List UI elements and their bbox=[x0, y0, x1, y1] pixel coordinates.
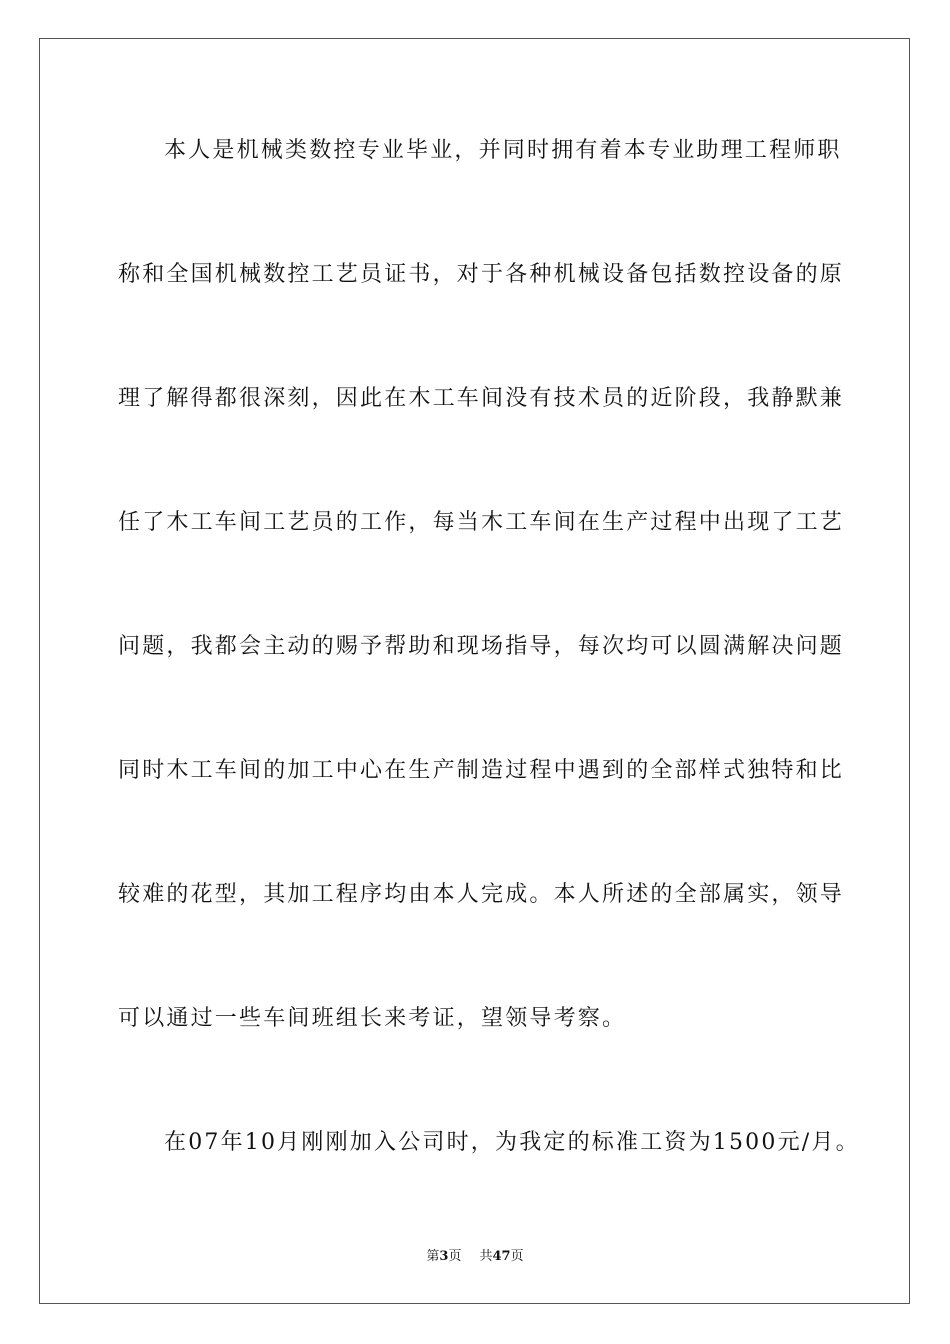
footer-total-pages: 47 bbox=[492, 1249, 511, 1264]
paragraph-line-1: 本人是机械类数控专业毕业，并同时拥有着本专业助理工程师职 bbox=[164, 138, 842, 163]
paragraph-line-3: 理了解得都很深刻，因此在木工车间没有技术员的近阶段，我静默兼 bbox=[118, 386, 845, 411]
paragraph-line-8: 可以通过一些车间班组长来考证，望领导考察。 bbox=[118, 1006, 627, 1031]
footer-page-prefix: 第 bbox=[426, 1249, 440, 1264]
paragraph-line-5: 问题，我都会主动的赐予帮助和现场指导，每次均可以圆满解决问题 bbox=[118, 634, 845, 659]
page-footer bbox=[0, 1245, 950, 1264]
paragraph-line-7: 较难的花型，其加工程序均由本人完成。本人所述的全部属实，领导 bbox=[118, 882, 845, 907]
paragraph-line-2: 称和全国机械数控工艺员证书，对于各种机械设备包括数控设备的原 bbox=[118, 262, 845, 287]
paragraph-line-9: 在07年10月刚刚加入公司时，为我定的标准工资为1500元/月。 bbox=[164, 1130, 860, 1155]
footer-total-suffix: 页 bbox=[510, 1249, 524, 1264]
paragraph-line-6: 同时木工车间的加工中心在生产制造过程中遇到的全部样式独特和比 bbox=[118, 758, 845, 783]
paragraph-line-4: 任了木工车间工艺员的工作，每当木工车间在生产过程中出现了工艺 bbox=[118, 510, 845, 535]
footer-total-prefix: 共 bbox=[479, 1249, 493, 1264]
footer-page-suffix: 页 bbox=[448, 1249, 462, 1264]
footer-page-number: 3 bbox=[439, 1249, 449, 1264]
page-border bbox=[39, 38, 910, 1304]
